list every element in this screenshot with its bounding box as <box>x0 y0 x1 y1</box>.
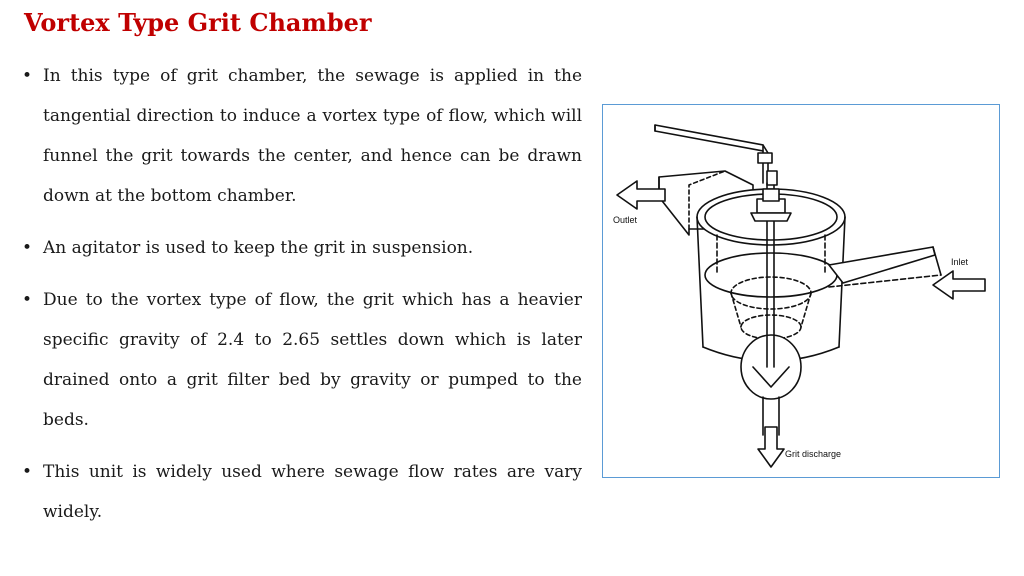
outlet-label: Outlet <box>613 215 638 225</box>
bullet-text: An agitator is used to keep the grit in suspension. <box>43 238 474 258</box>
bullet-dot: • <box>22 66 33 86</box>
bullet-text: Due to the vortex type of flow, the grit which has a heavier specific gravity of 2.4 to 2.65 settles down which is later drained onto a grit filter bed by gravity or pumped to the beds. <box>43 290 582 430</box>
bullet-item <box>22 452 582 532</box>
vortex-grit-chamber-diagram <box>603 105 998 476</box>
grit-discharge-label: Grit discharge <box>785 449 842 459</box>
bullet-text: This unit is widely used where sewage flow rates are vary widely. <box>43 462 582 522</box>
bullet-dot: • <box>22 462 33 482</box>
bullet-item <box>22 280 582 440</box>
outlet-arrow <box>617 181 665 209</box>
inlet-label: Inlet <box>951 257 969 267</box>
bullet-item <box>22 228 582 268</box>
grit-discharge-arrow <box>758 427 784 467</box>
bullet-text: In this type of grit chamber, the sewage is applied in the tangential direction to induce a vortex type of flow, which will funnel the grit towards the center, and hence can be drawn down at the bottom chamber. <box>43 66 582 206</box>
bullet-dot: • <box>22 290 33 310</box>
bullet-list <box>22 56 582 544</box>
bullet-item <box>22 56 582 216</box>
grit-chamber-figure <box>602 104 1000 478</box>
slide-title: Vortex Type Grit Chamber <box>24 8 372 37</box>
bullet-dot: • <box>22 238 33 258</box>
